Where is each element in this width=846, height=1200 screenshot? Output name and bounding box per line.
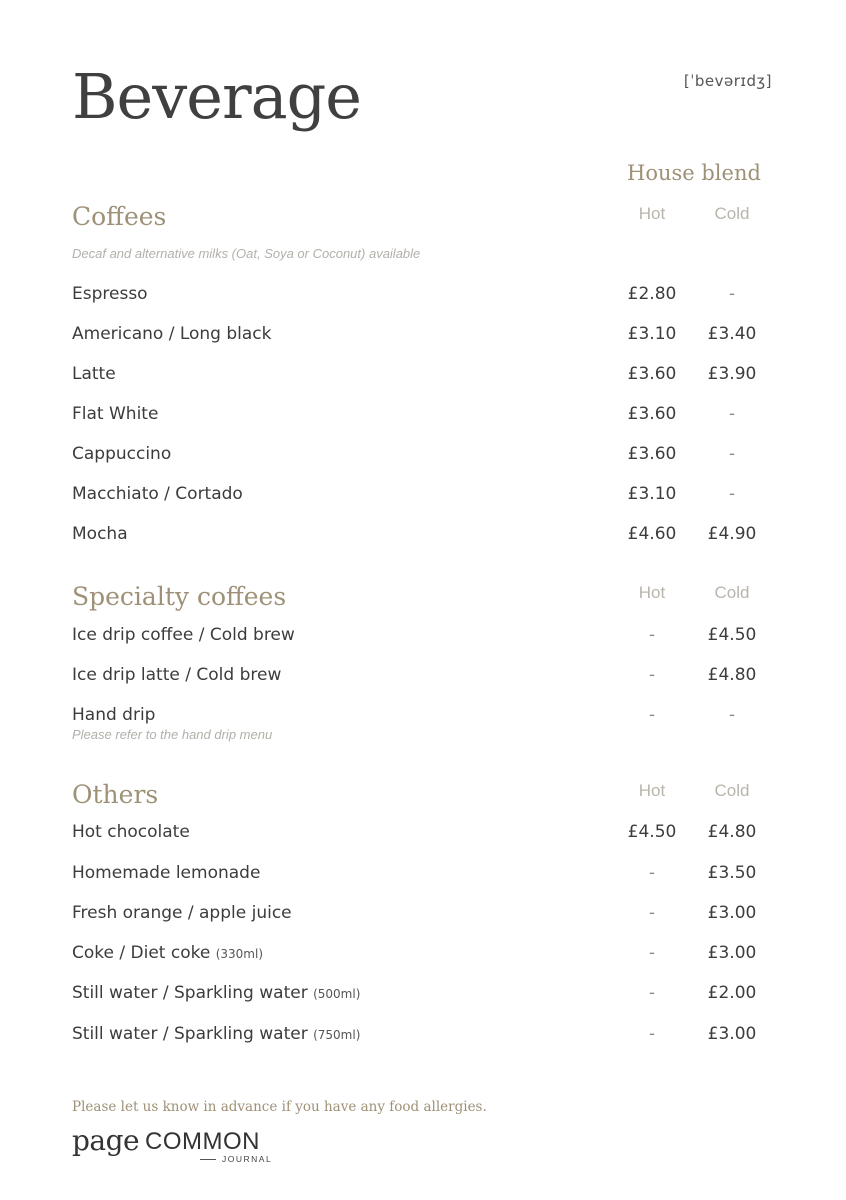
menu-row <box>72 404 772 428</box>
price-hot: £3.60 <box>627 404 677 424</box>
price-hot: - <box>648 665 656 685</box>
item-name: Macchiato / Cortado <box>72 484 243 504</box>
price-hot: £3.10 <box>627 324 677 344</box>
price-cold: £3.90 <box>707 364 757 384</box>
item-size: (750ml) <box>313 1028 361 1042</box>
item-name: Espresso <box>72 284 148 304</box>
item-name: Americano / Long black <box>72 324 272 344</box>
price-hot: - <box>648 863 656 883</box>
price-cold: - <box>728 404 736 424</box>
menu-row <box>72 863 772 887</box>
menu-row <box>72 324 772 348</box>
item-name: Homemade lemonade <box>72 863 261 883</box>
house-blend-label: House blend <box>627 161 761 185</box>
item-name: Fresh orange / apple juice <box>72 903 292 923</box>
menu-row <box>72 983 772 1007</box>
column-header-hot: Hot <box>638 204 666 223</box>
item-name-text: Still water / Sparkling water <box>72 983 308 1003</box>
menu-row <box>72 822 772 846</box>
price-cold: - <box>728 284 736 304</box>
item-name <box>72 983 360 1003</box>
price-cold: £4.50 <box>707 625 757 645</box>
menu-row <box>72 484 772 508</box>
menu-row <box>72 524 772 548</box>
item-name: Latte <box>72 364 116 384</box>
hand-drip-note: Please refer to the hand drip menu <box>72 727 273 742</box>
menu-row <box>72 665 772 689</box>
price-hot: - <box>648 705 656 725</box>
coffees-note: Decaf and alternative milks (Oat, Soya or Coconut) available <box>72 246 421 261</box>
price-hot: - <box>648 943 656 963</box>
menu-row <box>72 625 772 649</box>
price-hot: £4.60 <box>627 524 677 544</box>
price-cold: £4.80 <box>707 822 757 842</box>
column-header-cold: Cold <box>714 204 750 223</box>
price-cold: - <box>728 705 736 725</box>
price-hot: - <box>648 625 656 645</box>
price-cold: £3.00 <box>707 1024 757 1044</box>
price-cold: - <box>728 444 736 464</box>
item-name-text: Still water / Sparkling water <box>72 1024 308 1044</box>
section-title-specialty-coffees: Specialty coffees <box>72 582 287 611</box>
item-size: (330ml) <box>215 947 263 961</box>
item-name-text: Coke / Diet coke <box>72 943 211 963</box>
logo-page-text: page <box>72 1124 140 1157</box>
price-cold: - <box>728 484 736 504</box>
menu-row <box>72 284 772 308</box>
column-header-cold: Cold <box>714 781 750 800</box>
price-cold: £3.00 <box>707 943 757 963</box>
price-hot: £4.50 <box>627 822 677 842</box>
item-name <box>72 1024 360 1044</box>
price-cold: £4.80 <box>707 665 757 685</box>
price-cold: £3.40 <box>707 324 757 344</box>
item-name: Cappuccino <box>72 444 172 464</box>
price-hot: £3.60 <box>627 364 677 384</box>
menu-row <box>72 1024 772 1048</box>
price-cold: £3.00 <box>707 903 757 923</box>
allergy-note: Please let us know in advance if you have any food allergies. <box>72 1099 487 1115</box>
price-cold: £4.90 <box>707 524 757 544</box>
menu-row <box>72 364 772 388</box>
page-common-logo <box>72 1124 272 1168</box>
column-header-cold: Cold <box>714 583 750 602</box>
menu-row <box>72 705 772 729</box>
price-hot: - <box>648 1024 656 1044</box>
phonetic-transcription: [ˈbevərɪdʒ] <box>683 72 772 90</box>
item-name: Ice drip latte / Cold brew <box>72 665 282 685</box>
section-title-others: Others <box>72 780 159 809</box>
item-name: Ice drip coffee / Cold brew <box>72 625 295 645</box>
section-title-coffees: Coffees <box>72 202 167 231</box>
menu-row <box>72 903 772 927</box>
price-hot: - <box>648 983 656 1003</box>
price-hot: £3.10 <box>627 484 677 504</box>
column-header-hot: Hot <box>638 781 666 800</box>
price-cold: £2.00 <box>707 983 757 1003</box>
item-name <box>72 943 263 963</box>
column-header-hot: Hot <box>638 583 666 602</box>
page-title: Beverage <box>72 60 361 133</box>
logo-journal-text: JOURNAL <box>222 1154 273 1164</box>
logo-divider <box>200 1159 216 1160</box>
item-name: Hand drip <box>72 705 156 725</box>
price-cold: £3.50 <box>707 863 757 883</box>
menu-row <box>72 943 772 967</box>
item-name: Mocha <box>72 524 128 544</box>
item-name: Flat White <box>72 404 159 424</box>
price-hot: £2.80 <box>627 284 677 304</box>
price-hot: £3.60 <box>627 444 677 464</box>
item-size: (500ml) <box>313 987 361 1001</box>
menu-row <box>72 444 772 468</box>
item-name: Hot chocolate <box>72 822 190 842</box>
price-hot: - <box>648 903 656 923</box>
logo-common-text: COMMON <box>145 1128 260 1155</box>
